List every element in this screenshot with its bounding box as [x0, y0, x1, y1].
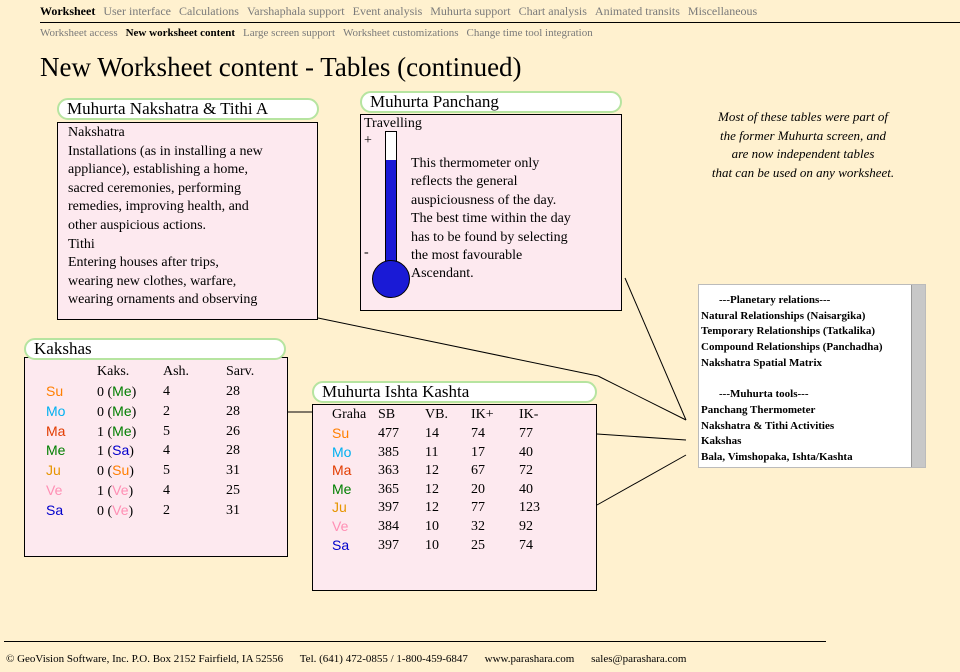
planet-label: Ve	[46, 482, 63, 498]
ik-plus-value: 20	[471, 481, 485, 497]
note-line: are now independent tables	[731, 146, 875, 162]
planet-label: Me	[332, 480, 352, 497]
planet-label: Ju	[46, 462, 61, 479]
ashtakavarga-value: 5	[163, 463, 170, 479]
nav-item-miscellaneous[interactable]: Miscellaneous	[687, 4, 758, 18]
page-title: New Worksheet content - Tables (continued)	[40, 52, 522, 82]
kaks-number: 0	[97, 404, 104, 420]
thermometer-minus-label: -	[364, 245, 369, 260]
ishta-kashta-table	[312, 404, 597, 591]
ik-plus-value: 17	[471, 444, 485, 460]
ishta-header: IK+	[471, 407, 494, 422]
nakshatra-line: Entering houses after trips,	[68, 255, 219, 271]
kakshas-header: Sarv.	[226, 364, 255, 379]
ik-plus-value: 67	[471, 463, 485, 479]
nav-item-calculations[interactable]: Calculations	[178, 4, 239, 18]
panchang-text	[411, 155, 622, 284]
nakshatra-line: wearing new clothes, warfare,	[68, 273, 237, 289]
note-line: Most of these tables were part of	[718, 109, 888, 124]
kaks-lord: Sa	[112, 442, 130, 459]
kaks-number: 0	[97, 385, 104, 400]
sb-value: 363	[378, 463, 399, 479]
subnav-item-change-time-tool-integration[interactable]: Change time tool integration	[466, 27, 593, 39]
kakshas-header: Ash.	[163, 364, 190, 379]
footer-phone: Tel. (641) 472-0855 / 1-800-459-6847	[299, 653, 468, 665]
table-list-item[interactable]: Natural Relationships (Naisargika)	[701, 309, 866, 322]
sarvashtakavarga-value: 26	[226, 423, 240, 439]
ashtakavarga-value: 5	[163, 423, 170, 439]
planet-label: Ma	[332, 462, 352, 479]
thermometer-tube	[385, 131, 397, 271]
footer-email-link[interactable]: sales@parashara.com	[591, 653, 687, 665]
kaks-lord: Me	[112, 383, 132, 399]
muhurta-panchang-title: Muhurta Panchang	[360, 91, 622, 113]
nakshatra-tithi-table	[57, 122, 318, 320]
kakshas-value: 0 (Su)	[97, 462, 134, 480]
kakshas-grid	[25, 360, 288, 556]
kaks-number: 1	[97, 444, 104, 460]
sb-value: 385	[378, 444, 399, 460]
kaks-lord: Ve	[112, 501, 129, 518]
planet-label: Ju	[332, 499, 347, 516]
subnav-item-worksheet-customizations[interactable]: Worksheet customizations	[343, 27, 459, 39]
footer-divider	[4, 641, 826, 642]
ashtakavarga-value: 2	[163, 403, 170, 419]
vb-value: 12	[425, 500, 439, 516]
ik-minus-value: 92	[519, 519, 533, 534]
kaks-number: 0	[97, 464, 104, 480]
planet-label: Me	[46, 442, 66, 459]
kakshas-table	[24, 357, 288, 557]
kaks-lord: Su	[112, 462, 130, 479]
note-line: that can be used on any worksheet.	[711, 164, 895, 180]
planet-label: Sa	[46, 501, 64, 518]
kakshas-header: Kaks.	[97, 364, 130, 379]
sb-value: 365	[378, 481, 399, 497]
muhurta-panchang-table	[360, 114, 622, 311]
vb-value: 14	[425, 426, 439, 441]
ashtakavarga-value: 4	[163, 384, 170, 399]
sb-value: 397	[378, 500, 399, 516]
panchang-subtitle: Travelling	[364, 116, 422, 131]
kaks-lord: Me	[112, 422, 132, 439]
planet-label: Mo	[332, 443, 352, 460]
nav-item-event-analysis[interactable]: Event analysis	[352, 4, 423, 18]
nakshatra-line: Nakshatra	[68, 125, 125, 140]
nakshatra-line: wearing ornaments and observing	[68, 292, 258, 308]
kakshas-value: 1 (Me)	[97, 422, 137, 440]
ashtakavarga-value: 2	[163, 502, 170, 518]
panchang-line: The best time within the day	[411, 211, 571, 227]
kakshas-value: 0 (Me)	[97, 402, 137, 420]
nav-item-user-interface[interactable]: User interface	[103, 4, 171, 18]
kaks-lord: Ve	[112, 482, 129, 498]
sarvashtakavarga-value: 25	[226, 483, 240, 498]
footer-company: © GeoVision Software, Inc. P.O. Box 2152 Fairfield, IA 52556	[6, 653, 284, 665]
ishta-kashta-grid	[313, 405, 597, 590]
planet-label: Sa	[332, 536, 350, 553]
table-list-item[interactable]: Panchang Thermometer	[701, 403, 816, 416]
ik-minus-value: 40	[519, 481, 533, 497]
nav-item-chart-analysis[interactable]: Chart analysis	[518, 4, 587, 18]
table-list-item[interactable]	[701, 371, 911, 387]
thermometer-bulb-icon	[372, 260, 410, 298]
vb-value: 10	[425, 537, 439, 553]
subnav-item-worksheet-access[interactable]: Worksheet access	[40, 27, 118, 39]
kaks-lord: Me	[112, 402, 132, 419]
nakshatra-line: Tithi	[68, 236, 95, 252]
table-list-item[interactable]: Temporary Relationships (Tatkalika)	[701, 325, 875, 338]
kakshas-value: 1 (Ve)	[97, 482, 134, 499]
panchang-line: This thermometer only	[411, 156, 540, 171]
kakshas-value: 0 (Ve)	[97, 501, 134, 519]
panchang-line: reflects the general	[411, 174, 518, 190]
ik-minus-value: 77	[519, 426, 533, 441]
table-list-item[interactable]: Compound Relationships (Panchadha)	[701, 341, 883, 354]
planet-label: Su	[332, 425, 350, 441]
kakshas-value: 0 (Me)	[97, 383, 137, 400]
panchang-line: Ascendant.	[411, 266, 474, 282]
subnav-item-large-screen-support[interactable]: Large screen support	[242, 27, 336, 39]
table-list-item[interactable]: Nakshatra Spatial Matrix	[701, 356, 822, 369]
nav-item-muhurta-support[interactable]: Muhurta support	[430, 4, 511, 18]
nakshatra-line: sacred ceremonies, performing	[68, 180, 241, 196]
kakshas-value: 1 (Sa)	[97, 442, 134, 460]
vb-value: 11	[425, 444, 439, 460]
thermometer-level	[386, 160, 396, 270]
ik-minus-value: 74	[519, 537, 533, 553]
panchang-line: has to be found by selecting	[411, 229, 568, 245]
ik-plus-value: 74	[471, 426, 485, 441]
ishta-header: IK-	[519, 407, 539, 422]
nakshatra-line: other auspicious actions.	[68, 217, 207, 233]
thermometer-plus-label: +	[364, 133, 372, 148]
subnav-item-new-worksheet-content[interactable]: New worksheet content	[125, 27, 235, 39]
panchang-line: auspiciousness of the day.	[411, 192, 557, 208]
vb-value: 12	[425, 463, 439, 479]
table-list[interactable]	[698, 284, 926, 468]
note-line: the former Muhurta screen, and	[720, 127, 886, 143]
ishta-header: Graha	[332, 407, 367, 422]
table-list-item[interactable]: Kakshas	[701, 435, 742, 448]
sarvashtakavarga-value: 28	[226, 443, 240, 459]
planet-label: Ma	[46, 422, 66, 439]
table-list-items	[701, 293, 911, 466]
ishta-header: SB	[378, 407, 396, 422]
table-list-item[interactable]: Nakshatra & Tithi Activities	[701, 419, 835, 432]
nakshatra-line: remedies, improving health, and	[68, 199, 249, 215]
panchang-line: the most favourable	[411, 248, 523, 264]
ashtakavarga-value: 4	[163, 483, 170, 498]
info-note	[680, 108, 926, 182]
sarvashtakavarga-value: 28	[226, 384, 240, 399]
nakshatra-tithi-title: Muhurta Nakshatra & Tithi A	[57, 98, 319, 120]
ashtakavarga-value: 4	[163, 443, 170, 459]
nakshatra-tithi-text	[68, 124, 318, 310]
vb-value: 10	[425, 519, 439, 534]
sarvashtakavarga-value: 31	[226, 463, 240, 479]
ishta-header: VB.	[425, 407, 448, 422]
ik-minus-value: 72	[519, 463, 533, 479]
sb-value: 477	[378, 426, 399, 441]
kaks-number: 1	[97, 484, 104, 499]
nakshatra-line: Installations (as in installing a new	[68, 143, 263, 159]
table-list-scrollbar[interactable]	[911, 285, 925, 467]
ishta-kashta-title: Muhurta Ishta Kashta	[312, 381, 597, 403]
planet-label: Ve	[332, 518, 349, 534]
table-list-item[interactable]: ---Muhurta tools---	[719, 388, 809, 401]
table-list-item[interactable]: ---Planetary relations---	[719, 294, 831, 306]
ik-plus-value: 77	[471, 500, 485, 516]
footer	[6, 653, 700, 665]
ik-minus-value: 40	[519, 444, 533, 460]
nakshatra-line: appliance), establishing a home,	[68, 162, 248, 178]
sarvashtakavarga-value: 31	[226, 502, 240, 518]
nav-item-varshaphala-support[interactable]: Varshaphala support	[246, 4, 345, 18]
sarvashtakavarga-value: 28	[226, 403, 240, 419]
kakshas-title: Kakshas	[24, 338, 286, 360]
ik-plus-value: 32	[471, 519, 485, 534]
sb-value: 384	[378, 519, 399, 534]
kaks-number: 0	[97, 503, 104, 519]
table-list-item[interactable]: Bala, Vimshopaka, Ishta/Kashta	[701, 450, 853, 463]
ik-plus-value: 25	[471, 537, 485, 553]
ik-minus-value: 123	[519, 500, 540, 516]
vb-value: 12	[425, 481, 439, 497]
planet-label: Su	[46, 383, 64, 399]
kaks-number: 1	[97, 424, 104, 440]
planet-label: Mo	[46, 402, 66, 419]
sb-value: 397	[378, 537, 399, 553]
footer-website-link[interactable]: www.parashara.com	[484, 653, 575, 665]
nav-item-worksheet[interactable]: Worksheet	[40, 4, 96, 18]
nav-item-animated-transits[interactable]: Animated transits	[594, 4, 680, 18]
